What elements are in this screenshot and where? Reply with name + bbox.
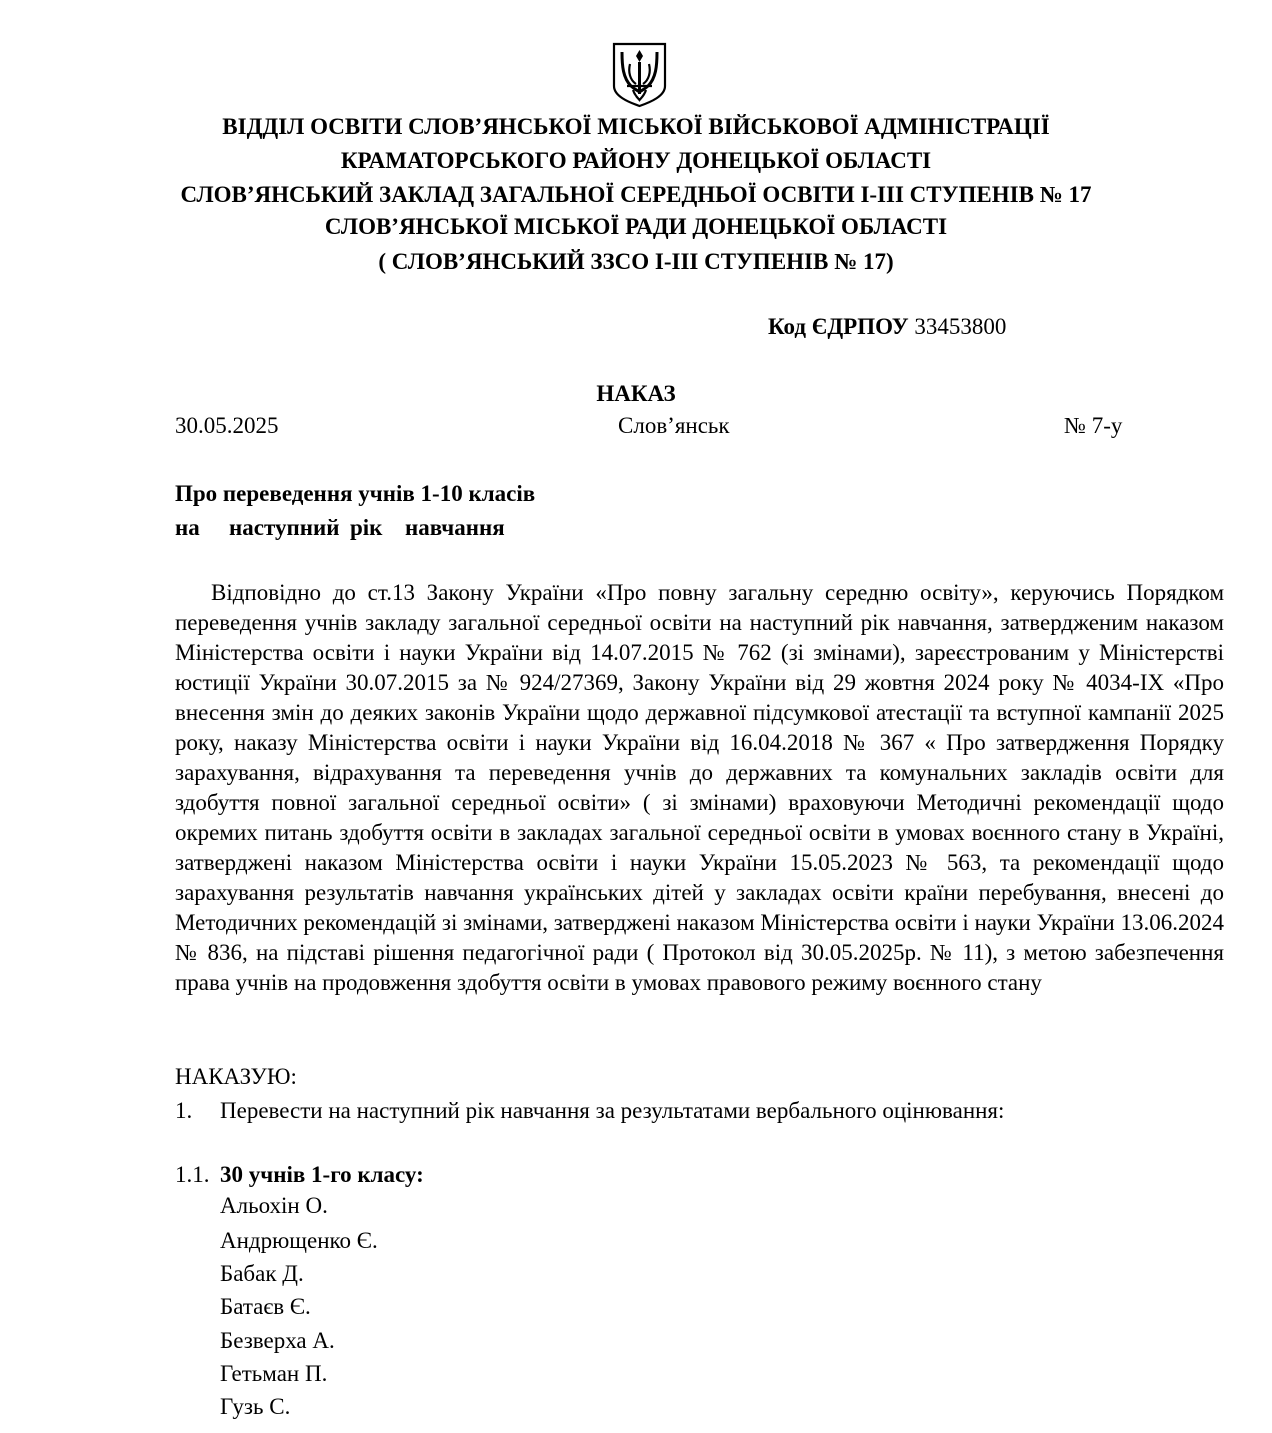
student-name: Гетьман П. xyxy=(220,1361,328,1386)
student-name: Альохін О. xyxy=(220,1193,328,1218)
subject-word: на xyxy=(175,515,200,540)
order-city: Слов’янськ xyxy=(618,413,730,438)
header-line-council: СЛОВ’ЯНСЬКОЇ МІСЬКОЇ РАДИ ДОНЕЦЬКОЇ ОБЛАСТІ xyxy=(324,214,948,239)
student-name: Андрющенко Є. xyxy=(220,1228,378,1253)
header-line-region: КРАМАТОРСЬКОГО РАЙОНУ ДОНЕЦЬКОЇ ОБЛАСТІ xyxy=(340,148,932,173)
item-1-1-number: 1.1. xyxy=(175,1162,210,1187)
order-date: 30.05.2025 xyxy=(175,413,279,438)
order-title: НАКАЗ xyxy=(596,381,676,406)
header-line-department: ВІДДІЛ ОСВІТИ СЛОВ’ЯНСЬКОЇ МІСЬКОЇ ВІЙСЬКОВОЇ АДМІНІСТРАЦІЇ xyxy=(222,114,1050,139)
student-name: Бабак Д. xyxy=(220,1261,304,1286)
header-line-short-name: ( СЛОВ’ЯНСЬКИЙ ЗЗСО І-ІІІ СТУПЕНІВ № 17) xyxy=(378,249,894,274)
student-name: Батаєв Є. xyxy=(220,1294,311,1319)
subject-line-1: Про переведення учнів 1-10 класів xyxy=(175,481,536,506)
item-1-1-text: 30 учнів 1-го класу: xyxy=(220,1162,424,1187)
student-name: Безверха А. xyxy=(220,1328,335,1353)
order-number: № 7-у xyxy=(1064,413,1123,438)
edrpou-value: 33453800 xyxy=(914,314,1007,339)
decree-heading: НАКАЗУЮ: xyxy=(175,1064,297,1089)
item-1-number: 1. xyxy=(175,1098,193,1123)
edrpou-code xyxy=(768,312,1006,342)
subject-line-2 xyxy=(175,513,505,543)
subject-word: наступний xyxy=(229,515,340,540)
item-1-text: Перевести на наступний рік навчання за результатами вербального оцінювання: xyxy=(220,1098,1005,1123)
preamble-paragraph: Відповідно до ст.13 Закону України «Про повну загальну середню освіту», керуючись Порядком переведення учнів закладу загальної середньої освіти на наступний рік навчання, затвердженим наказом Міністерства освіти і науки України від 14.07.2015 № 762 (зі змінами), зареєстрованим у Міністерстві юстиції України 30.07.2015 за № 924/27369, Закону України від 29 жовтня 2024 року № 4034-IX «Про внесення змін до деяких законів України щодо державної підсумкової атестації та вступної кампанії 2025 року, наказу Міністерства освіти і науки України від 16.04.2018 № 367 « Про затвердження Порядку зарахування, відрахування та переведення учнів до державних та комунальних закладів освіти для здобуття повної загальної середньої освіти» ( зі змінами) враховуючи Методичні рекомендації щодо окремих питань здобуття освіти в закладах загальної середньої освіти в умовах воєнного стану в Україні, затверджені наказом Міністерства освіти і науки України 15.05.2023 № 563, та рекомендації щодо зарахування результатів навчання українських дітей у закладах освіти країни перебування, внесені до Методичних рекомендацій зі змінами, затверджені наказом Міністерства освіти і науки України 13.06.2024 № 836, на підставі рішення педагогічної ради ( Протокол від 30.05.2025р. № 11), з метою забезпечення права учнів на продовження здобуття освіти в умовах правового режиму воєнного стану xyxy=(175,580,1224,995)
subject-word: рік xyxy=(350,515,383,540)
student-name: Гузь С. xyxy=(220,1394,291,1419)
edrpou-label: Код ЄДРПОУ xyxy=(768,314,909,339)
header-line-school: СЛОВ’ЯНСЬКИЙ ЗАКЛАД ЗАГАЛЬНОЇ СЕРЕДНЬОЇ ОСВІТИ І-ІІІ СТУПЕНІВ № 17 xyxy=(180,182,1092,207)
subject-word: навчання xyxy=(405,515,505,540)
coat-of-arms-emblem xyxy=(611,42,668,108)
